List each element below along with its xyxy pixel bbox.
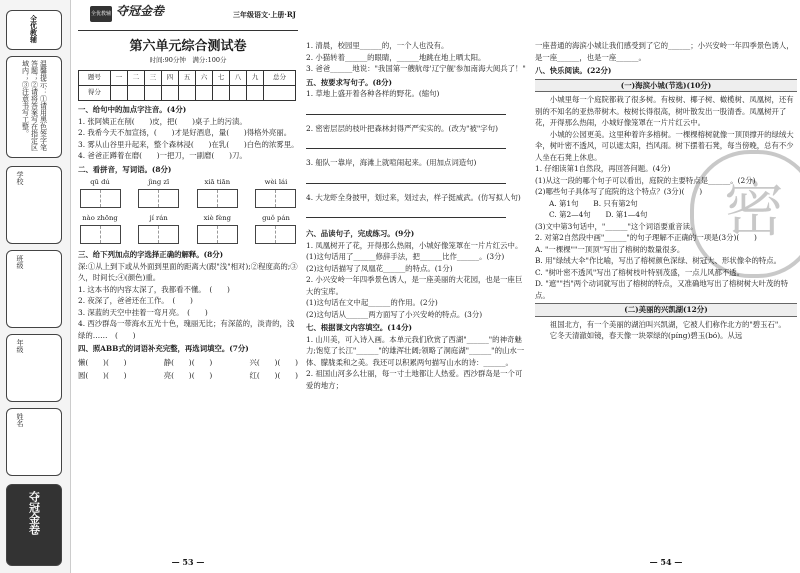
pinyin-item: [195, 177, 239, 211]
page-54-column: [535, 0, 797, 342]
time-score-info: 时间:90分钟 满分:100分: [149, 55, 227, 64]
publisher-logo: 全优教辅: [29, 15, 39, 43]
binding-sidebar: [0, 0, 71, 573]
publisher-logo-box: [6, 10, 62, 50]
q3-line: 3. 深蓝的天空中挂着一弯月亮。 ( ): [78, 307, 208, 317]
publisher-icon: 全优教辅: [90, 6, 112, 22]
q3-line: 2. 夜深了，爸爸还在工作。 ( ): [78, 296, 193, 305]
answer-line[interactable]: [306, 106, 506, 115]
field-name: 姓名: [16, 413, 24, 427]
page-number-53: — 53 —: [171, 557, 205, 567]
q7-continued: 一座普通的海滨小城让我们感受到了它的______；小兴安岭一年四季景色诱人，是一座______，也是一座______。: [535, 41, 794, 62]
reading-1-question: (1)从这一段的哪个句子可以看出，庭院的主要特点是______。(2分): [535, 175, 756, 185]
brand-box: [6, 484, 62, 566]
score-header: 三: [144, 71, 161, 86]
q3-intro: 深:①从上到下或从外面到里面的距离大(跟"浅"相对);②程度高的;③久，时间长;④(颜色)重。: [78, 261, 298, 282]
score-header: 五: [178, 71, 195, 86]
abb-row: [78, 357, 298, 369]
answer-line[interactable]: [306, 140, 506, 149]
pinyin-text: qū dú: [90, 178, 110, 186]
abb-item[interactable]: 亮( )( ): [163, 371, 213, 380]
score-cell[interactable]: [264, 86, 296, 101]
reading-2-title: (二)美丽的兴凯湖(12分): [535, 303, 797, 317]
answer-line[interactable]: [306, 209, 506, 218]
q1-line: 1. 张阿姨正在削( )皮，把( )桌子上的污渍。: [78, 116, 247, 126]
pinyin-item: [195, 213, 239, 247]
pinyin-item: [137, 213, 181, 247]
pinyin-text: guǒ pán: [262, 214, 290, 222]
answer-line[interactable]: [306, 175, 506, 184]
field-school: 学校: [16, 171, 24, 185]
score-header: 题号: [79, 71, 111, 86]
page-53-right-column: [306, 0, 528, 391]
pinyin-text: wèi lái: [264, 178, 288, 186]
notes-text: 温馨提示：①请用黑色签字笔答题；②请将答案写在指定区域内；③注意书写工整。: [21, 60, 48, 151]
writing-grid[interactable]: [138, 189, 179, 208]
reading-2-para: 它冬天清澈如镜，春天像一块翠绿的(píng)碧玉(bó)。从远: [549, 331, 743, 340]
q5-item: 3. 船队一靠岸，海滩上就喧闹起来。(用加点词造句): [306, 158, 477, 167]
abb-item[interactable]: 静( )( ): [163, 357, 213, 367]
q6-sub: (2)这句话从______两方面写了小兴安岭的特点。(3分): [306, 309, 483, 319]
confidential-stamp: 密: [690, 150, 800, 278]
pinyin-item: [137, 177, 181, 211]
field-grade: 年级: [16, 339, 24, 353]
q8-title: 八、快乐阅读。(22分): [535, 66, 612, 75]
pinyin-text: xiè fèng: [203, 214, 232, 222]
score-cell[interactable]: [127, 86, 144, 101]
q1-line: 4. 爸爸正蹲着在磨( )一把刀，一副磨( )刀。: [78, 151, 247, 160]
q1-title: 一、给句中的加点字注音。(4分): [78, 105, 187, 114]
reading-1-question: (3)文中第3句话中，"______"这个词语要重音读。: [535, 221, 698, 231]
reading-1-option[interactable]: C. 第2—4句 D. 第1—4句: [549, 210, 648, 219]
q5-title: 五、按要求写句子。(8分): [306, 77, 393, 87]
score-header: 八: [230, 71, 247, 86]
score-header: 一: [110, 71, 127, 86]
reading-1-option[interactable]: A. 第1句 B. 只有第2句: [549, 198, 638, 208]
writing-grid[interactable]: [255, 189, 296, 208]
notes-box: [6, 56, 62, 158]
writing-grid[interactable]: [255, 225, 296, 244]
score-cell[interactable]: [195, 86, 212, 101]
reading-2-para: 祖国北方，有一个美丽的湖泊叫兴凯湖，它被人们称作北方的"碧玉石"。: [549, 319, 786, 329]
brand-vertical: 夺冠金卷: [27, 491, 41, 535]
pinyin-row: [78, 177, 298, 211]
score-header: 二: [127, 71, 144, 86]
abb-item[interactable]: 懒( )( ): [78, 357, 127, 367]
writing-grid[interactable]: [138, 225, 179, 244]
q6-title: 六、品读句子，完成练习。(9分): [306, 229, 415, 238]
reading-1-title: (一)海滨小城(节选)(10分): [535, 79, 797, 93]
fill-line: 3. 爸爸______地说："我国第一艘航母'辽宁舰'参加南海大阅兵了！": [306, 64, 526, 73]
q6-sub: (1)这句话在文中起______的作用。(2分): [306, 298, 438, 307]
abb-item[interactable]: 红( )( ): [249, 371, 298, 380]
pinyin-item: [254, 177, 298, 211]
q5-item: 2. 密密层层的枝叶把森林封得严严实实的。(改为"被"字句): [306, 123, 498, 133]
q3-line: 4. 西沙群岛一带海水五光十色，瑰丽无比；有深蓝的，淡青的，浅绿的…… ( ): [78, 319, 295, 340]
abb-item[interactable]: 圆( )( ): [78, 371, 127, 380]
field-box-1: [6, 166, 62, 244]
q6-sub: (1)这句话用了______修辞手法，把______比作______。(3分): [306, 252, 505, 261]
writing-grid[interactable]: [80, 225, 121, 244]
q7-line: 1. 山川美，可入诗入画。本单元我们欣赏了西湖"______"的神奇魅力;饱览了长江"______"的雄浑壮阔;领略了洞庭湖"______"的山水一体、朦胧柔和之美。我还可以积累两句描写山水的诗：______。: [306, 334, 525, 367]
reading-1-question: 2. 对第2自然段中画"______"的句子理解不正确的一项是(3分)( ): [535, 233, 757, 242]
fill-line: 1. 清晨，校园里______的，一个人也没有。: [306, 41, 449, 50]
score-header: 总分: [264, 71, 296, 86]
score-cell[interactable]: [247, 86, 264, 101]
reading-1-option[interactable]: B. 用"绿绒大伞"作比喻，写出了榕树颜色深绿、树冠大、形状像伞的特点。: [535, 256, 782, 265]
field-box-3: [6, 334, 62, 402]
q3-title: 三、给下列加点的字选择正确的解释。(8分): [78, 250, 224, 259]
score-cell[interactable]: [161, 86, 178, 101]
q1-line: 3. 雾从山谷里升起来，整个森林浸( )在乳( )白色的浓雾里。: [78, 139, 298, 149]
reading-1-option[interactable]: D. "遮""挡"两个动词就写出了榕树的特点，又准确地写出了榕树树大叶茂的特点。: [535, 279, 789, 300]
field-class: 班级: [16, 255, 24, 269]
reading-1-option[interactable]: C. "树叶密不透风"写出了榕树枝叶特别茂盛，一点儿风都不透。: [535, 267, 745, 277]
page-number-54: — 54 —: [649, 557, 683, 567]
q5-item: 1. 草地上盛开着各种各样的野花。(缩句): [306, 89, 440, 98]
q6-sentence: 1. 凤凰树开了花，开得那么热闹，小城好像笼罩在一片片红云中。: [306, 240, 523, 250]
pinyin-text: jí rán: [149, 214, 168, 222]
q4-title: 四、照ABB式的词语补充完整，再选词填空。(7分): [78, 344, 249, 353]
score-row-label: 得分: [79, 86, 111, 101]
score-cell[interactable]: [212, 86, 229, 101]
reading-1-para: 小城的公园更美。这里种着许多榕树。一棵棵榕树就像一顶顶撑开的绿绒大伞，树叶密不透风，可以遮太阳，挡风雨。树下摆着石凳，每当傍晚，总有不少人坐在石凳上休息。: [535, 129, 794, 162]
reading-1-option[interactable]: A. "一棵棵""一顶顶"写出了榕树的数量很多。: [535, 244, 685, 254]
abb-row: [78, 370, 298, 382]
q6-sub: (2)这句话描写了凤凰花______的特点。(1分): [306, 263, 453, 273]
field-box-2: [6, 250, 62, 328]
writing-grid[interactable]: [80, 189, 121, 208]
pinyin-item: [254, 213, 298, 247]
score-cell[interactable]: [110, 86, 127, 101]
pinyin-text: nào zhōng: [82, 214, 118, 222]
q7-line: 2. 祖国山河多么壮丽，每一寸土地都让人热爱。西沙群岛是一个可爱的地方；: [306, 369, 523, 390]
score-header: 六: [195, 71, 212, 86]
fill-line: 2. 小猫转着______的眼睛，______地跳在地上晒太阳。: [306, 52, 486, 62]
writing-grid[interactable]: [197, 225, 238, 244]
writing-grid[interactable]: [197, 189, 238, 208]
pinyin-text: xiā tiān: [204, 178, 231, 186]
score-cell[interactable]: [178, 86, 195, 101]
pinyin-row: [78, 213, 298, 247]
page-title: 第六单元综合测试卷: [129, 39, 247, 54]
score-header: 七: [212, 71, 229, 86]
brand-title: 夺冠金卷: [116, 4, 165, 18]
score-cell[interactable]: [230, 86, 247, 101]
score-cell[interactable]: [144, 86, 161, 101]
score-header: 九: [247, 71, 264, 86]
score-header: 四: [161, 71, 178, 86]
page-53-column: [78, 0, 298, 384]
q3-line: 1. 这本书的内容太深了，我都看不懂。 ( ): [78, 284, 230, 294]
field-box-4: [6, 408, 62, 476]
page-header: [78, 0, 298, 31]
pinyin-item: [78, 213, 122, 247]
q1-line: 2. 我希今天不加宣扬，( )才是好酒息，量( )得格外亮丽。: [78, 128, 292, 137]
reading-1-para: 小城里每一个庭院都栽了很多树。有桉树、椰子树、橄榄树、凤凰树，还有别的不知名的亚热带树木。桉树长得很高，树叶散发出一股清香。凤凰树开了花，开得那么热闹，小城好像笼罩在一片片红云中。: [535, 95, 794, 127]
abb-item[interactable]: 兴( )( ): [249, 357, 298, 367]
score-table: [78, 70, 296, 101]
q6-sentence: 2. 小兴安岭一年四季景色诱人，是一座美丽的大花园，也是一座巨大的宝库。: [306, 275, 523, 296]
q2-title: 二、看拼音，写词语。(8分): [78, 164, 172, 174]
reading-1-question: (2)哪些句子具体写了庭院的这个特点？(3分)( ): [535, 187, 703, 196]
q5-item: 4. 大龙虾全身披甲，划过来，划过去，样子挺威武。(仿写拟人句): [306, 192, 521, 202]
pinyin-item: [78, 177, 122, 211]
grade-label: 三年级语文·上册·RJ: [232, 10, 296, 19]
reading-1-question: 1. 仔细读第1自然段，再回答问题。(4分): [535, 164, 671, 173]
pinyin-text: jìng zī: [148, 178, 170, 186]
score-value-row: [79, 86, 296, 101]
q7-title: 七、根据课文内容填空。(14分): [306, 323, 412, 332]
score-header-row: [79, 71, 296, 86]
